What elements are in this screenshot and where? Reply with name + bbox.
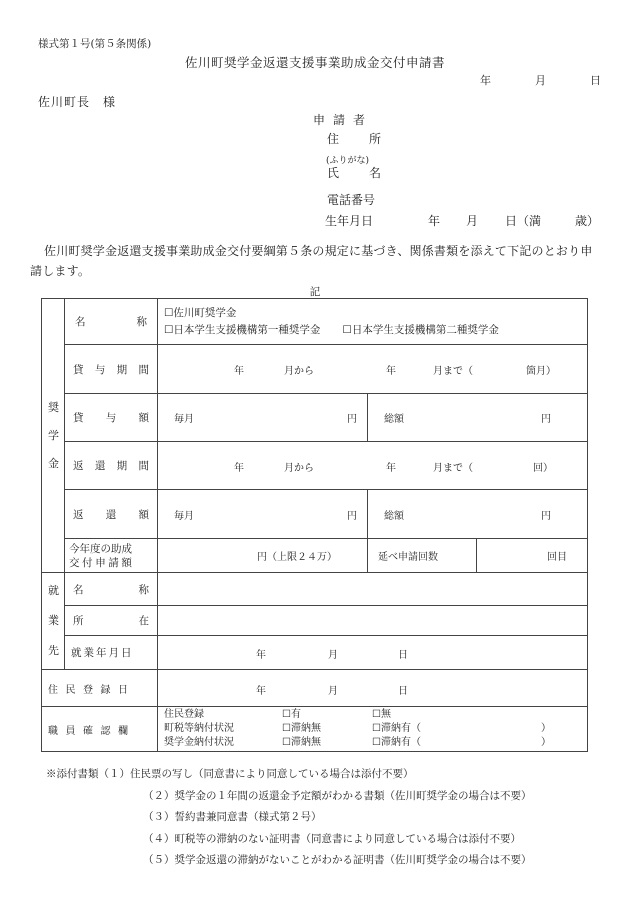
attachment-item: （５）奨学金返還の滞納がないことがわかる証明書（佐川町奨学金の場合は不要） bbox=[143, 854, 532, 866]
table-row bbox=[42, 539, 588, 573]
ki-heading: 記 bbox=[309, 286, 321, 298]
employer-location-label: 所 在 bbox=[65, 606, 158, 636]
repay-amount-label: 返 還 額 bbox=[65, 490, 158, 539]
form-number: 様式第１号(第５条関係) bbox=[38, 38, 152, 50]
birth-month: 月 bbox=[466, 214, 479, 228]
loan-monthly-field[interactable]: 毎月 円 bbox=[158, 394, 368, 442]
employment-date-label: 就業年月日 bbox=[65, 636, 158, 670]
birthdate-label: 生年月日 bbox=[325, 214, 374, 228]
checkbox-loan-arrears[interactable]: ☐ 滞納有（ bbox=[372, 736, 452, 750]
checkbox-resident-yes[interactable]: ☐ 有 bbox=[282, 708, 372, 722]
repay-total-field[interactable]: 総額 円 bbox=[368, 490, 588, 539]
table-row bbox=[42, 670, 588, 707]
scholarship-name-label: 名 称 bbox=[65, 299, 158, 345]
checkbox-loan-no-arrears[interactable]: ☐ 滞納無 bbox=[282, 736, 372, 750]
residence-date-label: 住民登録日 bbox=[42, 670, 158, 707]
repay-period-label: 返 還 期 間 bbox=[65, 442, 158, 490]
checkbox-jasso-2[interactable]: ☐ 日本学生支援機構第二種奨学金 bbox=[342, 324, 498, 336]
checkbox-tax-arrears[interactable]: ☐ 滞納有（ bbox=[372, 722, 452, 736]
table-row bbox=[42, 707, 588, 752]
date-month: 月 bbox=[535, 74, 546, 87]
table-row bbox=[42, 636, 588, 670]
date-year: 年 bbox=[480, 74, 491, 87]
employer-group-label: 就 業 先 bbox=[42, 573, 65, 670]
table-row bbox=[42, 573, 588, 606]
employer-name-label: 名 称 bbox=[65, 573, 158, 606]
birth-day: 日（満 bbox=[505, 214, 542, 228]
date-day: 日 bbox=[590, 74, 601, 87]
birth-age: 歳） bbox=[575, 214, 600, 228]
staff-check-area: 住民登録 ☐ 有 ☐ 無 町税等納付状況 ☐ 滞納無 ☐ 滞納有（ ） 奨学金納付状況 ☐ 滞納無 ☐ 滞納有（ ） bbox=[158, 707, 588, 752]
checkbox-tax-no-arrears[interactable]: ☐ 滞納無 bbox=[282, 722, 372, 736]
residence-date-field[interactable]: 年 月 日 bbox=[158, 670, 588, 707]
scholarship-group-label: 奨 学 金 bbox=[42, 299, 65, 573]
grant-amount-label: 今年度の助成 交付申請額 bbox=[65, 539, 158, 573]
table-row bbox=[42, 394, 588, 442]
staff-check-label: 職員確認欄 bbox=[42, 707, 158, 752]
addressee: 佐川町長 様 bbox=[38, 95, 117, 109]
attachment-item: （１）住民票の写し（同意書により同意している場合は添付不要） bbox=[98, 768, 414, 780]
loan-total-field[interactable]: 総額 円 bbox=[368, 394, 588, 442]
name-label: 氏 名 bbox=[327, 166, 384, 180]
applications-count-field[interactable]: 回目 bbox=[477, 539, 588, 573]
loan-amount-label: 貸 与 額 bbox=[65, 394, 158, 442]
repay-monthly-field[interactable]: 毎月 円 bbox=[158, 490, 368, 539]
applicant-heading: 申請者 bbox=[313, 113, 374, 127]
attachments-note bbox=[46, 764, 532, 872]
attachment-item: （４）町税等の滞納のない証明書（同意書により同意している場合は添付不要） bbox=[143, 832, 521, 845]
employment-date-field[interactable]: 年 月 日 bbox=[158, 636, 588, 670]
repay-period-field[interactable]: 年 月から 年 月まで（ 回） bbox=[158, 442, 588, 490]
table-row bbox=[42, 345, 588, 394]
scholarship-type-options bbox=[158, 299, 588, 345]
checkbox-jasso-1[interactable]: ☐ 日本学生支援機構第一種奨学金 bbox=[164, 324, 320, 336]
page-title: 佐川町奨学金返還支援事業助成金交付申請書 bbox=[184, 55, 445, 70]
applications-count-label: 延べ申請回数 bbox=[368, 539, 477, 573]
table-row bbox=[42, 606, 588, 636]
loan-period-field[interactable]: 年 月から 年 月まで（ 箇月） bbox=[158, 345, 588, 394]
table-row bbox=[42, 490, 588, 539]
employer-location-field[interactable] bbox=[158, 606, 588, 636]
application-table bbox=[41, 298, 588, 752]
checkbox-sakawa[interactable]: ☐ 佐川町奨学金 bbox=[164, 305, 581, 322]
phone-label: 電話番号 bbox=[327, 193, 376, 207]
table-row bbox=[42, 299, 588, 345]
checkbox-resident-no[interactable]: ☐ 無 bbox=[372, 708, 452, 722]
grant-amount-field[interactable]: 円（上限２４万） bbox=[158, 539, 368, 573]
address-label: 住 所 bbox=[327, 132, 384, 146]
loan-period-label: 貸 与 期 間 bbox=[65, 345, 158, 394]
birth-year: 年 bbox=[428, 214, 441, 228]
furigana-label: (ふりがな) bbox=[326, 156, 370, 166]
attachment-item: （３）誓約書兼同意書（様式第２号） bbox=[143, 811, 322, 823]
table-row bbox=[42, 442, 588, 490]
application-statement: 佐川町奨学金返還支援事業助成金交付要綱第５条の規定に基づき、関係書類を添えて下記のとおり申請します。 bbox=[30, 244, 593, 278]
employer-name-field[interactable] bbox=[158, 573, 588, 606]
attachments-prefix: ※添付書類 bbox=[46, 768, 99, 780]
attachment-item: （２）奨学金の１年間の返還金予定額がわかる書類（佐川町奨学金の場合は不要） bbox=[143, 789, 532, 802]
